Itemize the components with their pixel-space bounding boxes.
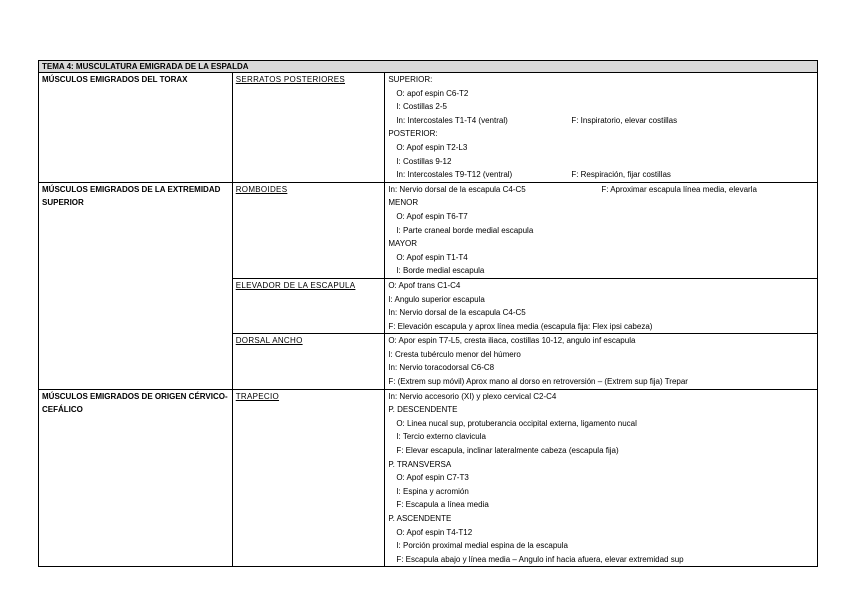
detail-cell bbox=[385, 182, 818, 278]
muscle-table bbox=[38, 60, 818, 567]
detail-cell bbox=[385, 389, 818, 567]
line bbox=[388, 87, 817, 101]
line bbox=[388, 526, 817, 540]
line bbox=[388, 512, 817, 526]
line bbox=[388, 114, 817, 128]
line bbox=[388, 498, 817, 512]
section-menor: MENOR bbox=[388, 198, 419, 208]
muscle-cell bbox=[232, 334, 385, 389]
line bbox=[388, 471, 817, 485]
function: F: (Extrem sup móvil) Aprox mano al dorso en retroversión – (Extrem sup fija) Trepar bbox=[388, 377, 688, 387]
function: F: Aproximar escapula línea media, elevarla bbox=[601, 184, 757, 194]
section-ascendente: P. ASCENDENTE bbox=[388, 514, 452, 523]
line bbox=[388, 539, 817, 553]
origin: O: apof espin C6-T2 bbox=[396, 88, 469, 98]
muscle-cell bbox=[232, 278, 385, 333]
line bbox=[388, 127, 817, 141]
line bbox=[388, 306, 817, 320]
line bbox=[388, 168, 817, 182]
title-row bbox=[39, 61, 818, 73]
insertion: I: Costillas 2-5 bbox=[396, 102, 447, 112]
line bbox=[388, 224, 817, 238]
muscle-elevador: ELEVADOR DE LA ESCAPULA bbox=[235, 280, 356, 290]
insertion: I: Parte craneal borde medial escapula bbox=[396, 225, 534, 235]
function: F: Escapula a línea media bbox=[396, 500, 489, 510]
innervation: In: Intercostales T1-T4 (ventral) bbox=[396, 115, 508, 125]
innervation: In: Intercostales T9-T12 (ventral) bbox=[396, 170, 513, 180]
line bbox=[388, 264, 817, 278]
line bbox=[388, 553, 817, 567]
line bbox=[388, 403, 817, 417]
innervation: In: Nervio dorsal de la escapula C4-C5 bbox=[388, 184, 526, 194]
group-cervico: MÚSCULOS EMIGRADOS DE ORIGEN CÉRVICO-CEFÁLICO bbox=[39, 389, 233, 567]
line bbox=[388, 361, 817, 375]
detail-cell bbox=[385, 73, 818, 183]
table-row bbox=[39, 182, 818, 278]
muscle-cell bbox=[232, 73, 385, 183]
line bbox=[388, 417, 817, 431]
section-posterior: POSTERIOR: bbox=[388, 129, 438, 139]
innervation: In: Nervio toracodorsal C6-C8 bbox=[388, 363, 495, 373]
insertion: I: Espina y acromión bbox=[396, 486, 469, 496]
line bbox=[388, 210, 817, 224]
origin: O: Apof espin C7-T3 bbox=[396, 473, 469, 483]
origin: O: Apof trans C1-C4 bbox=[388, 280, 461, 290]
line bbox=[388, 293, 817, 307]
origin: O: Apof espin T6-T7 bbox=[396, 211, 468, 221]
origin: O: Apof espin T4-T12 bbox=[396, 527, 473, 537]
line bbox=[388, 375, 817, 389]
muscle-romboides: ROMBOIDES bbox=[235, 184, 288, 194]
line bbox=[388, 444, 817, 458]
function: F: Elevación escapula y aprox línea media (escapula fija: Flex ipsi cabeza) bbox=[388, 321, 653, 331]
line bbox=[388, 320, 817, 334]
section-mayor: MAYOR bbox=[388, 239, 418, 249]
table-row bbox=[39, 389, 818, 567]
line bbox=[388, 334, 817, 348]
origin: O: Apof espin T1-T4 bbox=[396, 252, 468, 262]
insertion: I: Tercio externo clavicula bbox=[396, 432, 486, 442]
detail-cell bbox=[385, 334, 818, 389]
innervation: In: Nervio accesorio (XI) y plexo cervical C2-C4 bbox=[388, 391, 557, 401]
line bbox=[388, 485, 817, 499]
line bbox=[388, 196, 817, 210]
line bbox=[388, 458, 817, 472]
line bbox=[388, 183, 817, 197]
origin: O: Apor espin T7-L5, cresta iliaca, costillas 10-12, angulo inf escapula bbox=[388, 336, 636, 346]
insertion: I: Costillas 9-12 bbox=[396, 156, 452, 166]
detail-cell bbox=[385, 278, 818, 333]
table-row bbox=[39, 73, 818, 183]
muscle-trapecio: TRAPECIO bbox=[235, 391, 280, 401]
insertion: I: Angulo superior escapula bbox=[388, 294, 485, 304]
group-torax: MÚSCULOS EMIGRADOS DEL TORAX bbox=[39, 73, 233, 183]
table-title: TEMA 4: MUSCULATURA EMIGRADA DE LA ESPALDA bbox=[39, 61, 818, 73]
muscle-cell bbox=[232, 389, 385, 567]
section-descendente: P. DESCENDENTE bbox=[388, 405, 458, 415]
muscle-serratos: SERRATOS POSTERIORES bbox=[235, 75, 346, 84]
line bbox=[388, 430, 817, 444]
insertion: I: Borde medial escapula bbox=[396, 266, 485, 276]
line bbox=[388, 155, 817, 169]
function: F: Respiración, fijar costillas bbox=[571, 170, 671, 180]
line bbox=[388, 100, 817, 114]
section-transversa: P. TRANSVERSA bbox=[388, 459, 452, 469]
line bbox=[388, 390, 817, 404]
line bbox=[388, 73, 817, 87]
line bbox=[388, 251, 817, 265]
insertion: I: Cresta tubérculo menor del húmero bbox=[388, 349, 521, 359]
muscle-dorsal: DORSAL ANCHO bbox=[235, 336, 303, 346]
function: F: Elevar escapula, inclinar lateralmente cabeza (escapula fija) bbox=[396, 446, 619, 456]
group-extremidad: MÚSCULOS EMIGRADOS DE LA EXTREMIDAD SUPERIOR bbox=[39, 182, 233, 389]
origin: O: Apof espin T2-L3 bbox=[396, 142, 468, 152]
origin: O: Linea nucal sup, protuberancia occipital externa, ligamento nucal bbox=[396, 418, 637, 428]
function: F: Inspiratorio, elevar costillas bbox=[571, 115, 678, 125]
insertion: I: Porción proximal medial espina de la escapula bbox=[396, 541, 568, 551]
innervation: In: Nervio dorsal de la escapula C4-C5 bbox=[388, 308, 526, 318]
muscle-cell bbox=[232, 182, 385, 278]
function: F: Escapula abajo y línea media – Angulo inf hacia afuera, elevar extremidad sup bbox=[396, 554, 684, 564]
section-superior: SUPERIOR: bbox=[388, 75, 433, 84]
line bbox=[388, 141, 817, 155]
line bbox=[388, 348, 817, 362]
line bbox=[388, 279, 817, 293]
line bbox=[388, 237, 817, 251]
